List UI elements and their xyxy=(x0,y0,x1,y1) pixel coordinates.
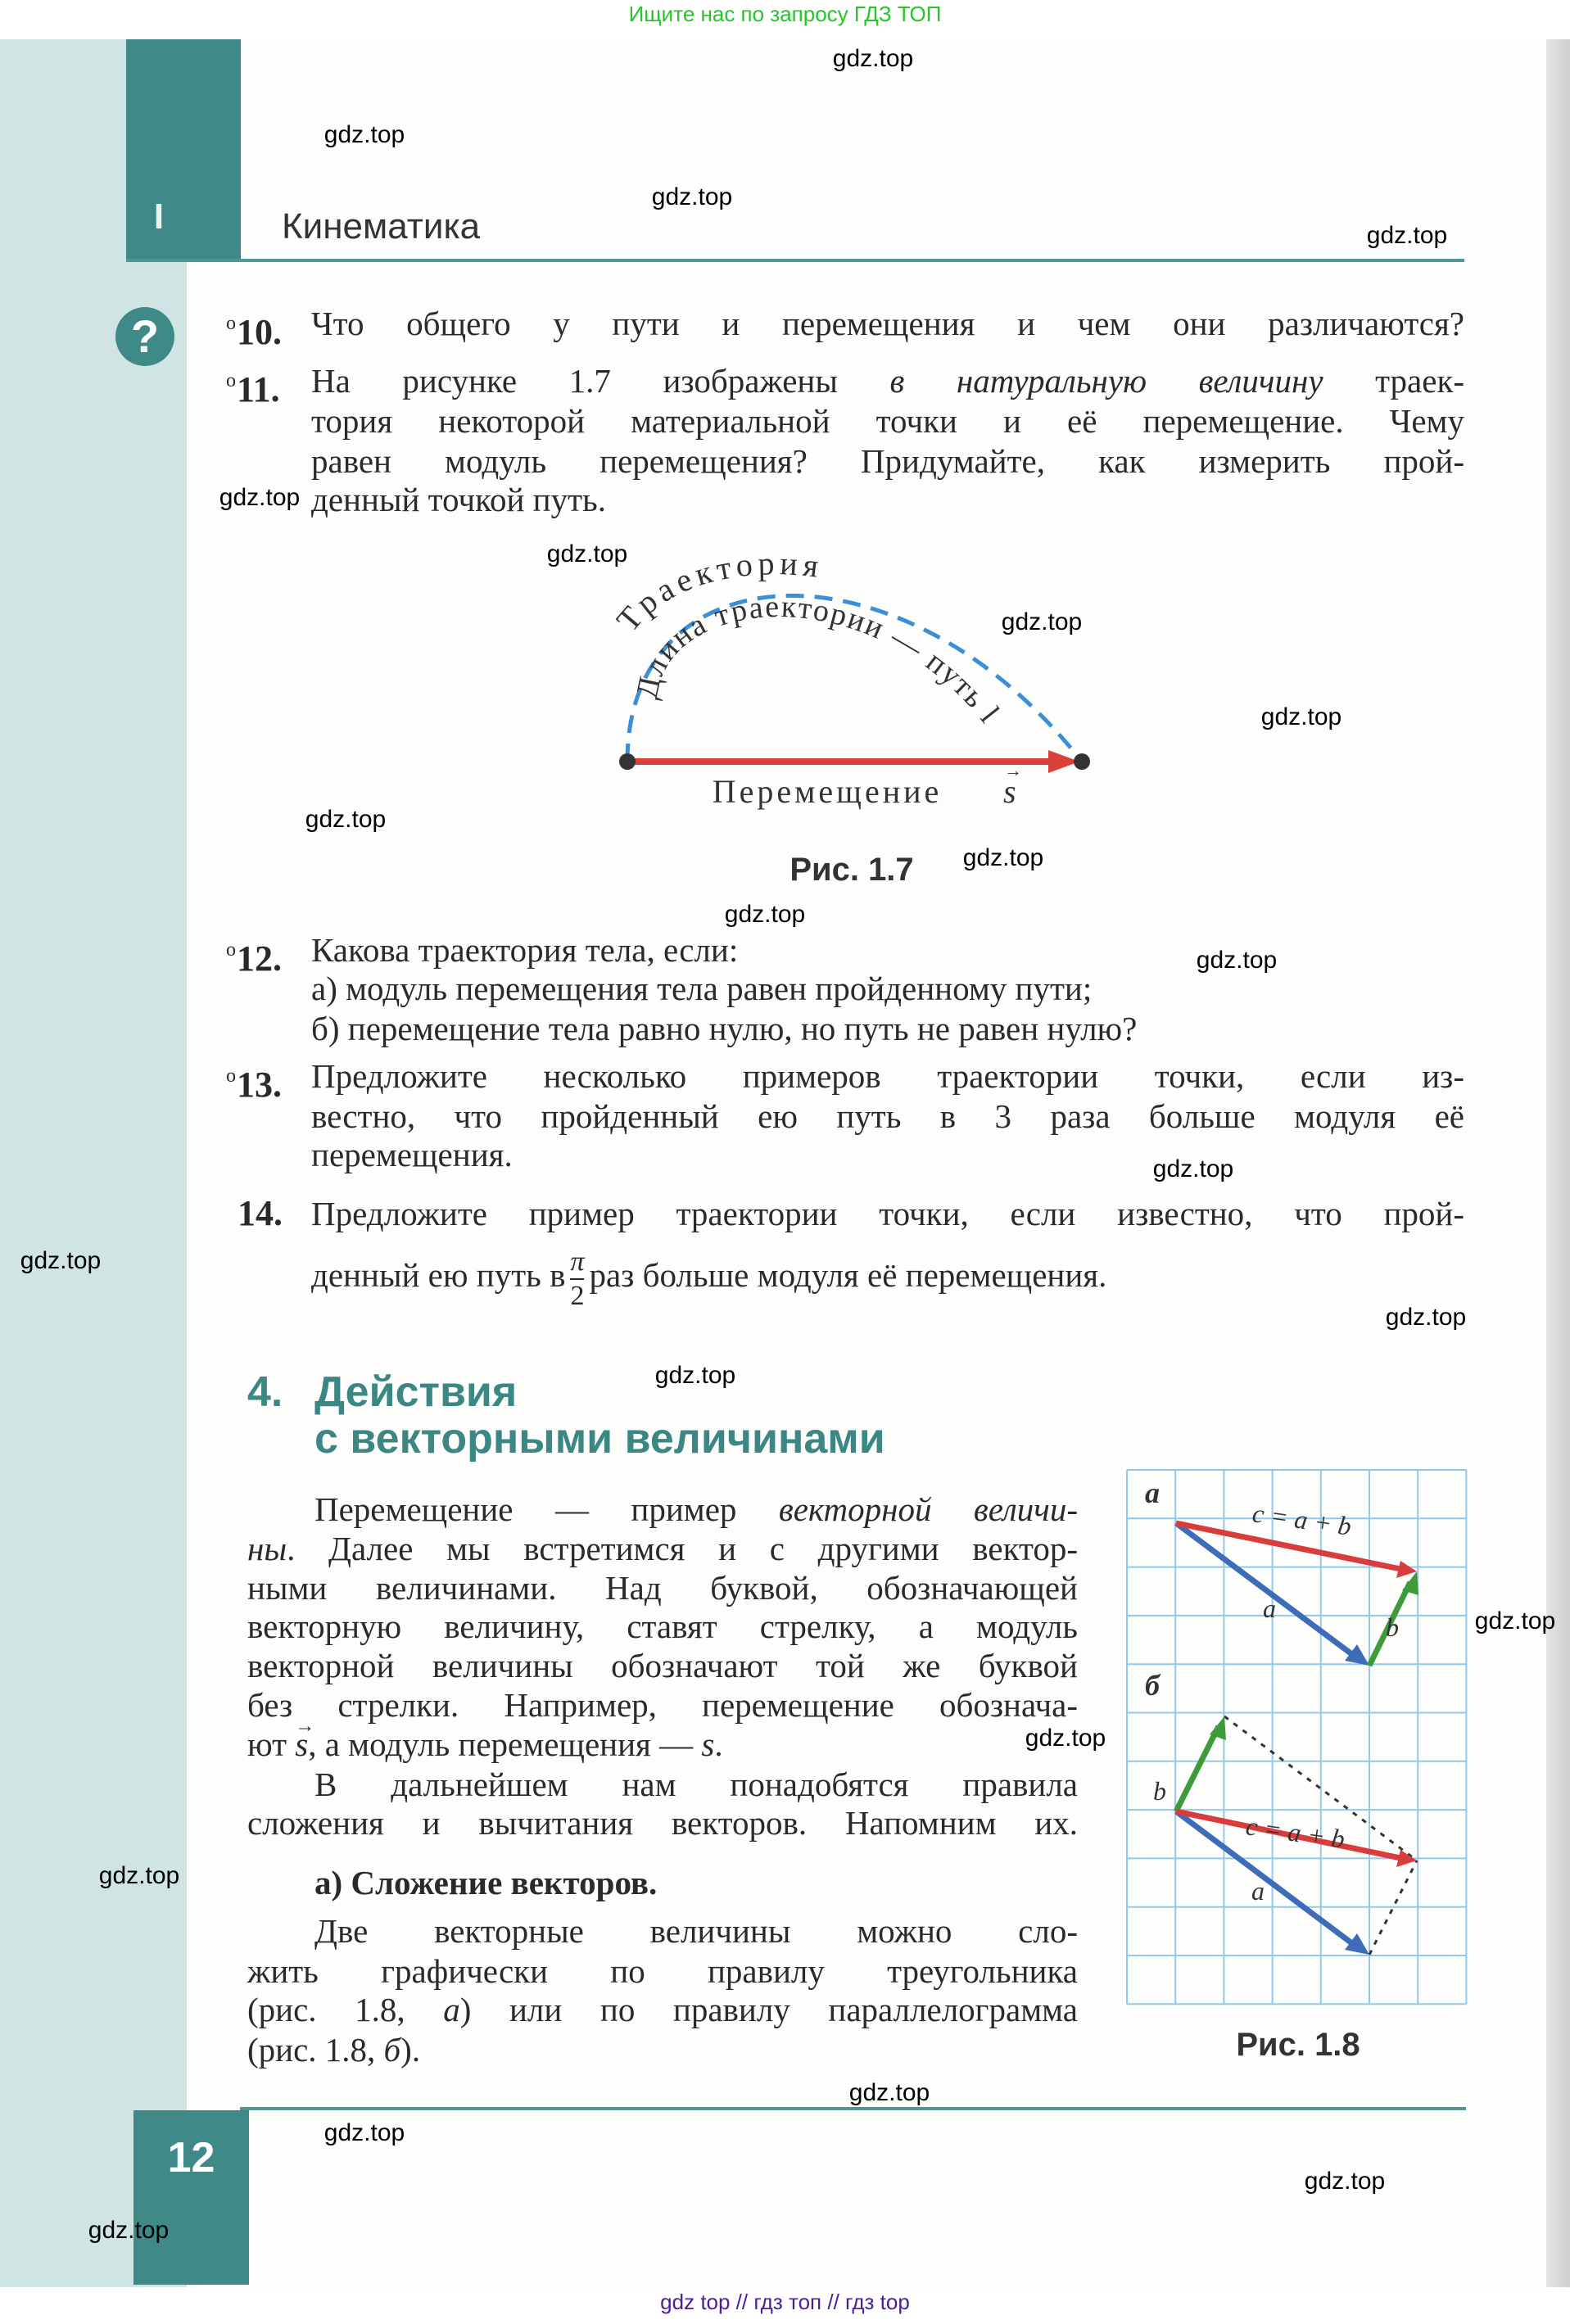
watermark: gdz.top xyxy=(324,2119,405,2146)
problem-number-11 xyxy=(226,359,280,411)
watermark: gdz.top xyxy=(724,901,806,928)
watermark: gdz.top xyxy=(20,1247,102,1274)
watermark: gdz.top xyxy=(324,121,405,148)
watermark: gdz.top xyxy=(98,1862,180,1889)
italic-text: в натуральную величину xyxy=(889,362,1323,400)
vector-s: → s xyxy=(295,1723,308,1766)
text: , а модуль перемещения — xyxy=(308,1725,702,1763)
panel-label-b: б xyxy=(1145,1669,1160,1702)
text: Перемещение — пример xyxy=(314,1490,779,1528)
problem-11-line: денный точкой путь. xyxy=(311,481,606,518)
trajectory-label: Траектория xyxy=(609,545,826,639)
problem-13-line: Предложите несколько примеров траектории точки, если из- xyxy=(311,1057,1464,1095)
watermark: gdz.top xyxy=(1260,703,1342,730)
watermark: gdz.top xyxy=(1385,1304,1467,1331)
text: траек- xyxy=(1323,362,1465,400)
watermark: gdz.top xyxy=(848,2079,930,2106)
watermark: gdz.top xyxy=(1366,222,1448,249)
body-line: жить графически по правилу треугольника xyxy=(247,1952,1078,1990)
watermark: gdz.top xyxy=(962,844,1044,871)
watermark: gdz.top xyxy=(219,484,301,511)
italic-text: s xyxy=(701,1725,715,1763)
watermark: gdz.top xyxy=(305,806,387,833)
body-line xyxy=(247,2028,1078,2071)
problem-11-line: тория некоторой материальной точки и её перемещение. Чему xyxy=(311,402,1464,440)
problem-12-line: а) модуль перемещения тела равен пройденному пути; xyxy=(311,970,1093,1007)
problem-13-line: вестно, что пройденный ею путь в 3 раза больше модуля её xyxy=(311,1097,1464,1135)
body-line: векторную величину, ставят стрелку, а модуль xyxy=(247,1607,1078,1645)
text: ) или по правилу параллелограмма xyxy=(459,1991,1078,2028)
body-line: без стрелки. Например, перемещение обознача- xyxy=(247,1686,1078,1724)
label-a: a xyxy=(1263,1594,1276,1623)
watermark: gdz.top xyxy=(1025,1725,1106,1752)
vector-b xyxy=(1176,1726,1219,1811)
figure-1-7-caption: Рис. 1.7 xyxy=(790,852,914,888)
body-line: сложения и вычитания векторов. Напомним их. xyxy=(247,1804,1078,1842)
text: На рисунке 1.7 изображены xyxy=(311,362,890,400)
end-point xyxy=(1074,753,1090,770)
label-b: b xyxy=(1153,1776,1166,1806)
label-a: a xyxy=(1251,1876,1265,1906)
number: 11. xyxy=(237,369,280,409)
problem-11-line: равен модуль перемещения? Придумайте, как измерить прой- xyxy=(311,442,1464,480)
body-line xyxy=(247,1988,1078,2031)
watermark: gdz.top xyxy=(832,45,914,72)
basic-level-mark: o xyxy=(226,1065,236,1087)
text: (рис. 1.8, xyxy=(247,1991,444,2028)
text: . Далее мы встретимся и с другими вектор- xyxy=(287,1530,1078,1567)
problem-11-line xyxy=(311,359,1464,402)
text: . xyxy=(714,1725,723,1763)
label-c-sum: c = a + b xyxy=(1251,1498,1354,1541)
text: ). xyxy=(400,2031,421,2069)
numerator: π xyxy=(570,1246,584,1280)
page-edge-shadow xyxy=(1546,39,1570,2287)
body-line: ными величинами. Над буквой, обозначающей xyxy=(247,1569,1078,1607)
page-margin-strip xyxy=(0,39,187,2287)
figure-1-8 xyxy=(1122,1466,1474,2014)
page-number: 12 xyxy=(167,2134,215,2182)
start-point xyxy=(619,753,636,770)
site-links-footer: gdz top // гдз топ // гдз top xyxy=(660,2290,910,2314)
basic-level-mark: o xyxy=(226,313,236,334)
body-line xyxy=(247,1723,1078,1766)
number: 12. xyxy=(237,938,282,979)
number: 13. xyxy=(237,1065,282,1105)
problem-number-10 xyxy=(226,302,282,354)
text: денный ею путь в xyxy=(311,1256,566,1294)
header-divider xyxy=(126,259,1464,262)
watermark: gdz.top xyxy=(1304,2168,1386,2195)
text: раз больше модуля её перемещения. xyxy=(589,1256,1107,1294)
watermark: gdz.top xyxy=(1196,947,1278,974)
basic-level-mark: o xyxy=(226,939,236,961)
displacement-label: Перемещение xyxy=(712,773,943,810)
panel-label-a: а xyxy=(1145,1476,1160,1509)
problem-14-line xyxy=(311,1238,1464,1317)
problem-13-line: перемещения. xyxy=(311,1136,513,1173)
watermark: gdz.top xyxy=(546,540,628,567)
watermark: gdz.top xyxy=(88,2217,170,2244)
problem-number-12 xyxy=(226,929,282,980)
body-line: В дальнейшем нам понадобятся правила xyxy=(314,1766,1078,1803)
chapter-title: Кинематика xyxy=(282,206,481,246)
chapter-number: I xyxy=(153,197,165,237)
fraction-pi-over-2 xyxy=(570,1246,584,1313)
basic-level-mark: o xyxy=(226,370,236,391)
figure-1-8-caption: Рис. 1.8 xyxy=(1236,2027,1360,2063)
section-title-line1: Действия xyxy=(314,1368,518,1416)
body-line xyxy=(247,1527,1078,1570)
denominator: 2 xyxy=(570,1280,585,1311)
italic-text: б xyxy=(383,2031,401,2069)
subheading-vector-addition: а) Сложение векторов. xyxy=(314,1864,658,1901)
watermark: gdz.top xyxy=(1152,1155,1234,1182)
watermark: gdz.top xyxy=(1001,608,1083,635)
italic-text: ны xyxy=(247,1530,287,1567)
problem-12-line: Какова траектория тела, если: xyxy=(311,931,739,969)
label-c-sum: c = a + b xyxy=(1244,1811,1347,1854)
vector-arrow-mark: → xyxy=(1004,760,1022,780)
watermark: gdz.top xyxy=(654,1362,736,1389)
figure-1-7 xyxy=(606,524,1114,819)
body-line: векторной величины обозначают той же буквой xyxy=(247,1647,1078,1684)
footer-divider xyxy=(240,2107,1466,2110)
section-title-line2: с векторными величинами xyxy=(314,1415,885,1463)
problem-number-14: 14. xyxy=(238,1193,283,1233)
section-number: 4. xyxy=(247,1368,283,1416)
watermark: gdz.top xyxy=(1474,1607,1556,1634)
path-length-label: Длина траектории — путь l xyxy=(629,589,1007,730)
italic-text: векторной величи- xyxy=(778,1490,1078,1528)
question-icon: ? xyxy=(115,307,174,366)
body-line: Две векторные величины можно сло- xyxy=(314,1912,1078,1950)
body-line xyxy=(314,1488,1078,1530)
search-hint-banner: Ищите нас по запросу ГДЗ ТОП xyxy=(628,2,942,26)
text: ют xyxy=(247,1725,296,1763)
displacement-symbol: s xyxy=(1003,773,1016,810)
watermark: gdz.top xyxy=(651,183,733,210)
italic-text: а xyxy=(443,1991,460,2028)
number: 10. xyxy=(237,312,282,352)
text: (рис. 1.8, xyxy=(247,2031,384,2069)
problem-12-line: б) перемещение тела равно нулю, но путь не равен нулю? xyxy=(311,1010,1138,1047)
problem-10-line: Что общего у пути и перемещения и чем они различаются? xyxy=(311,305,1464,342)
problem-number-13 xyxy=(226,1055,282,1106)
label-b: b xyxy=(1386,1612,1399,1642)
problem-14-line: Предложите пример траектории точки, если известно, что прой- xyxy=(311,1195,1464,1232)
